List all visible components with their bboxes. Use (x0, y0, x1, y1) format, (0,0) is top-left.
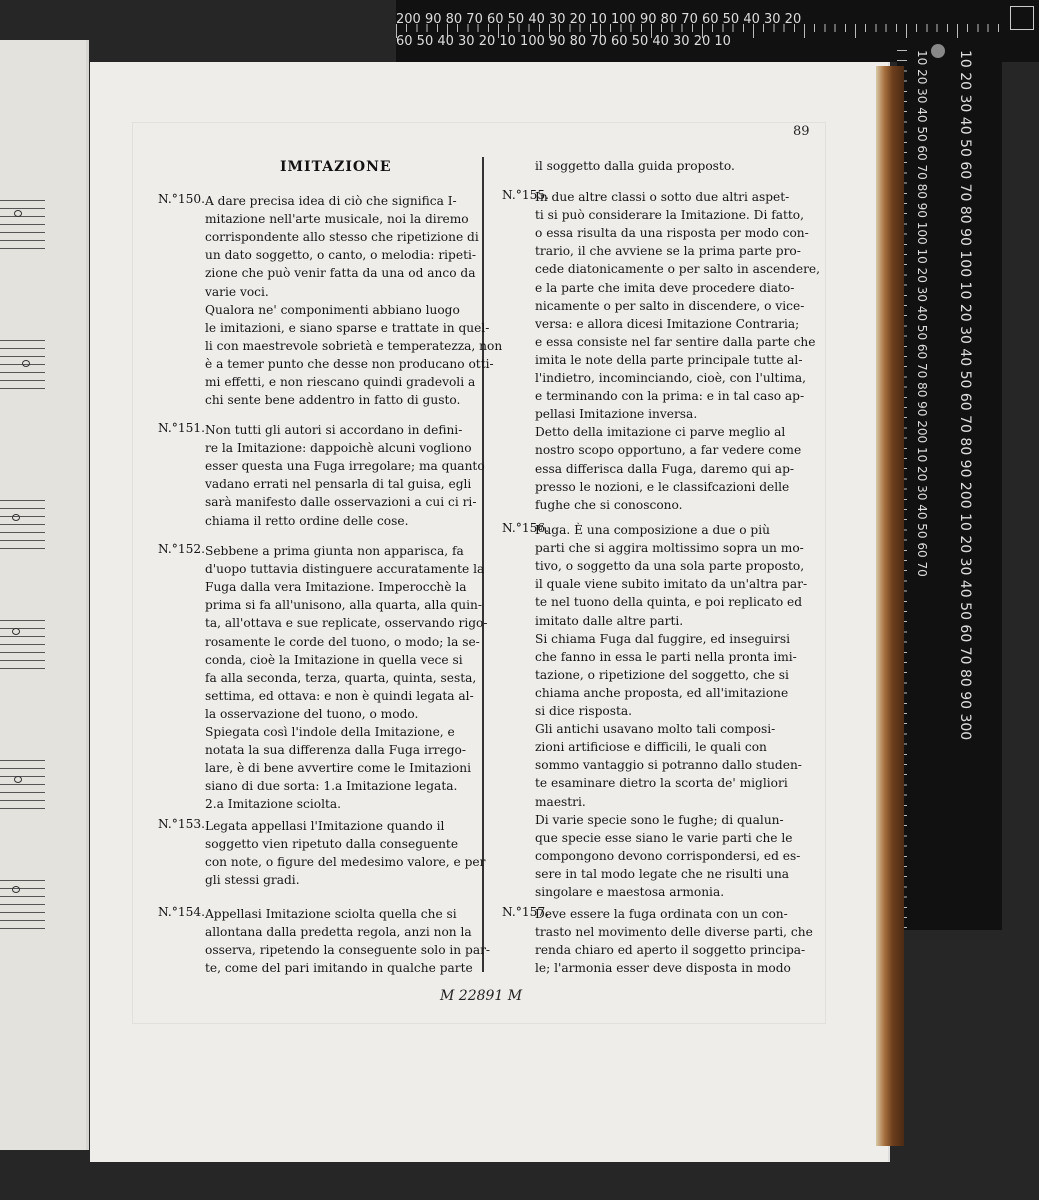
music-staff (0, 340, 45, 390)
text-line: te nel tuono della quinta, e poi replicato ed (535, 595, 803, 610)
text-line: Si chiama Fuga dal fuggire, ed inseguirsi (535, 631, 791, 646)
text-line: singolare e maestosa armonia. (535, 885, 725, 899)
text-line: tivo, o soggetto da una sola parte proposto, (535, 559, 805, 574)
text-line: soggetto vien ripetuto dalla conseguente (205, 837, 459, 852)
text-line: con note, o figure del medesimo valore, e per (205, 855, 486, 870)
text-line: Di varie specie sono le fughe; di qualun- (535, 812, 784, 827)
music-staff (0, 880, 45, 930)
text-line: settima, ed ottava: e non è quindi legata al- (205, 688, 474, 703)
text-line: fughe che si conoscono. (535, 497, 683, 512)
text-line: Fuga dalla vera Imitazione. Imperocchè la (205, 580, 467, 595)
text-line: nostro scopo opportuno, a far vedere come (535, 443, 802, 458)
text-line: ti si può considerare la Imitazione. Di fatto, (535, 208, 805, 223)
text-line: Deve essere la fuga ordinata con un con- (535, 907, 788, 921)
text-line: Spiegata così l'indole della Imitazione, e (205, 725, 455, 739)
text-line: che fanno in essa le parti nella pronta imi- (535, 649, 797, 664)
text-line: zioni artificiose e difficili, le quali con (535, 740, 767, 755)
text-line: l'indietro, incominciando, cioè, con l'ultima, (535, 371, 807, 385)
text-line: A dare precisa idea di ciò che significa I- (205, 194, 457, 208)
text-line: Gli antichi usavano molto tali composi- (535, 722, 776, 737)
text-line: zione che può venir fatta da una od anco da (205, 266, 476, 281)
text-line: fa alla seconda, terza, quarta, quinta, sesta, (205, 670, 477, 685)
text-line: siano di due sorta: 1.a Imitazione legata. (205, 779, 458, 794)
scale-ruler-side (897, 50, 1002, 930)
text-line: e essa consiste nel far sentire dalla parte che (535, 334, 816, 349)
text-line: tazione, o ripetizione del soggetto, che si (535, 667, 789, 682)
text-line: que specie esse siano le varie parti che le (535, 830, 793, 845)
facing-page-edge (0, 40, 89, 1150)
text-line: te esaminare dietro la scorta de' migliori (535, 776, 788, 791)
text-line: 2.a Imitazione sciolta. (205, 797, 342, 812)
text-line: o essa risulta da una risposta per modo con- (535, 226, 809, 241)
paragraph-number: N.°153. (158, 817, 205, 831)
paragraph-number: N.°151. (158, 421, 205, 435)
text-line: notata la sua differenza dalla Fuga irrego- (205, 743, 466, 758)
text-line: il quale viene subito imitato da un'altra par- (535, 577, 808, 592)
text-line: chiama il retto ordine delle cose. (205, 513, 409, 528)
text-line: allontana dalla predetta regola, anzi non la (205, 925, 472, 940)
ruler-top-numbers-lower: 60 50 40 30 20 10 100 90 80 70 60 50 40 30 20 10 (396, 34, 731, 49)
ruler-top-numbers-upper: 200 90 80 70 60 50 40 30 20 10 100 90 80 70 60 50 40 30 20 (396, 12, 802, 27)
text-line: re la Imitazione: dappoichè alcuni vogliono (205, 441, 472, 456)
page-number: 89 (793, 124, 810, 139)
text-line: imita le note della parte principale tutte al- (535, 352, 803, 367)
text-line: rosamente le corde del tuono, o modo; la se- (205, 634, 480, 649)
text-line: d'uopo tuttavia distinguere accuratamente la (205, 562, 485, 577)
text-line: Appellasi Imitazione sciolta quella che si (205, 907, 457, 921)
text-line: ta, all'ottava e sue replicate, osservando rigo- (205, 616, 488, 631)
text-line: il soggetto dalla guida proposto. (535, 159, 735, 173)
paragraph-number: N.°155. (502, 188, 549, 202)
text-line: conda, cioè la Imitazione in quella vece si (205, 652, 463, 667)
text-line: compongono devono corrispondersi, ed es- (535, 848, 801, 863)
ruler-side-numbers-inner: 10 20 30 40 50 60 70 80 90 100 10 20 30 40 50 60 70 80 90 200 10 20 30 40 50 60 70 (915, 50, 929, 577)
ruler-corner (1002, 0, 1039, 62)
text-line: Sebbene a prima giunta non apparisca, fa (205, 544, 464, 558)
music-staff (0, 200, 45, 250)
paragraph-number: N.°152. (158, 542, 205, 556)
text-line: te, come del pari imitando in qualche parte (205, 961, 473, 976)
text-line: pellasi Imitazione inversa. (535, 407, 698, 422)
music-staff (0, 760, 45, 810)
text-line: versa: e allora dicesi Imitazione Contraria; (535, 316, 800, 331)
paragraph-number: N.°156. (502, 521, 549, 535)
text-line: si dice risposta. (535, 704, 633, 718)
ruler-hole (931, 44, 945, 58)
page-title: IMITAZIONE (280, 159, 392, 175)
text-line: vadano errati nel pensarla di tal guisa, egli (205, 477, 472, 492)
text-line: lare, è di bene avvertire come le Imitazioni (205, 761, 471, 776)
text-line: maestri. (535, 794, 586, 809)
paragraph-number: N.°154. (158, 905, 205, 919)
ruler-side-numbers-outer: 10 20 30 40 50 60 70 80 90 100 10 20 30 40 50 60 70 80 90 200 10 20 30 40 50 60 70 80 90 300 (957, 50, 973, 741)
text-line: le imitazioni, e siano sparse e trattate in quel- (205, 320, 490, 335)
music-staff (0, 500, 45, 550)
text-line: Qualora ne' componimenti abbiano luogo (205, 302, 460, 317)
text-line: chi sente bene addentro in fatto di gusto. (205, 393, 461, 408)
text-line: corrispondente allo stesso che ripetizione di (205, 230, 479, 245)
text-line: e terminando con la prima: e in tal caso ap- (535, 389, 805, 404)
text-line: esser questa una Fuga irregolare; ma quanto (205, 459, 485, 474)
plate-number-footer: M 22891 M (440, 988, 523, 1004)
text-line: trasto nel movimento delle diverse parti, che (535, 925, 813, 940)
text-line: un dato soggetto, o canto, o melodia: ripeti- (205, 248, 476, 263)
music-staff (0, 620, 45, 670)
book-spine (876, 66, 904, 1146)
text-line: Fuga. È una composizione a due o più (535, 523, 770, 537)
text-line: In due altre classi o sotto due altri aspet- (535, 190, 790, 204)
text-line: e la parte che imita deve procedere diato- (535, 280, 795, 295)
paragraph-number: N.°157. (502, 905, 549, 919)
text-line: varie voci. (205, 284, 269, 299)
text-line: sarà manifesto dalle osservazioni a cui ci ri- (205, 495, 477, 510)
text-line: le; l'armonia esser deve disposta in modo (535, 961, 791, 976)
text-line: imitato dalle altre parti. (535, 613, 684, 628)
text-line: sere in tal modo legate che ne risulti una (535, 866, 790, 881)
text-line: renda chiaro ed aperto il soggetto principa- (535, 943, 806, 958)
text-line: gli stessi gradi. (205, 873, 300, 888)
text-line: cede diatonicamente o per salto in ascendere, (535, 262, 820, 277)
text-line: prima si fa all'unisono, alla quarta, alla quin- (205, 598, 483, 613)
text-line: Legata appellasi l'Imitazione quando il (205, 819, 445, 833)
text-line: presso le nozioni, e le classifcazioni delle (535, 479, 790, 494)
text-line: Non tutti gli autori si accordano in defini- (205, 423, 463, 437)
ruler-corner-square (1010, 6, 1034, 30)
text-line: trario, il che avviene se la prima parte pro- (535, 244, 801, 259)
text-line: li con maestrevole sobrietà e temperatezza, non (205, 338, 503, 353)
text-line: Detto della imitazione ci parve meglio al (535, 425, 786, 440)
text-line: mi effetti, e non riescano quindi gradevoli a (205, 375, 476, 389)
text-line: sommo vantaggio si potranno dallo studen- (535, 758, 802, 773)
text-line: essa differisca dalla Fuga, daremo qui ap- (535, 461, 794, 476)
paragraph-number: N.°150. (158, 192, 205, 206)
text-line: nicamente o per salto in discendere, o vice- (535, 298, 805, 313)
text-line: la osservazione del tuono, o modo. (205, 706, 419, 721)
text-line: è a temer punto che desse non producano otti- (205, 356, 494, 371)
text-line: parti che si aggira moltissimo sopra un mo- (535, 541, 804, 556)
text-line: osserva, ripetendo la conseguente solo in par- (205, 943, 491, 958)
text-line: mitazione nell'arte musicale, noi la diremo (205, 212, 469, 227)
text-line: chiama anche proposta, ed all'imitazione (535, 685, 789, 700)
